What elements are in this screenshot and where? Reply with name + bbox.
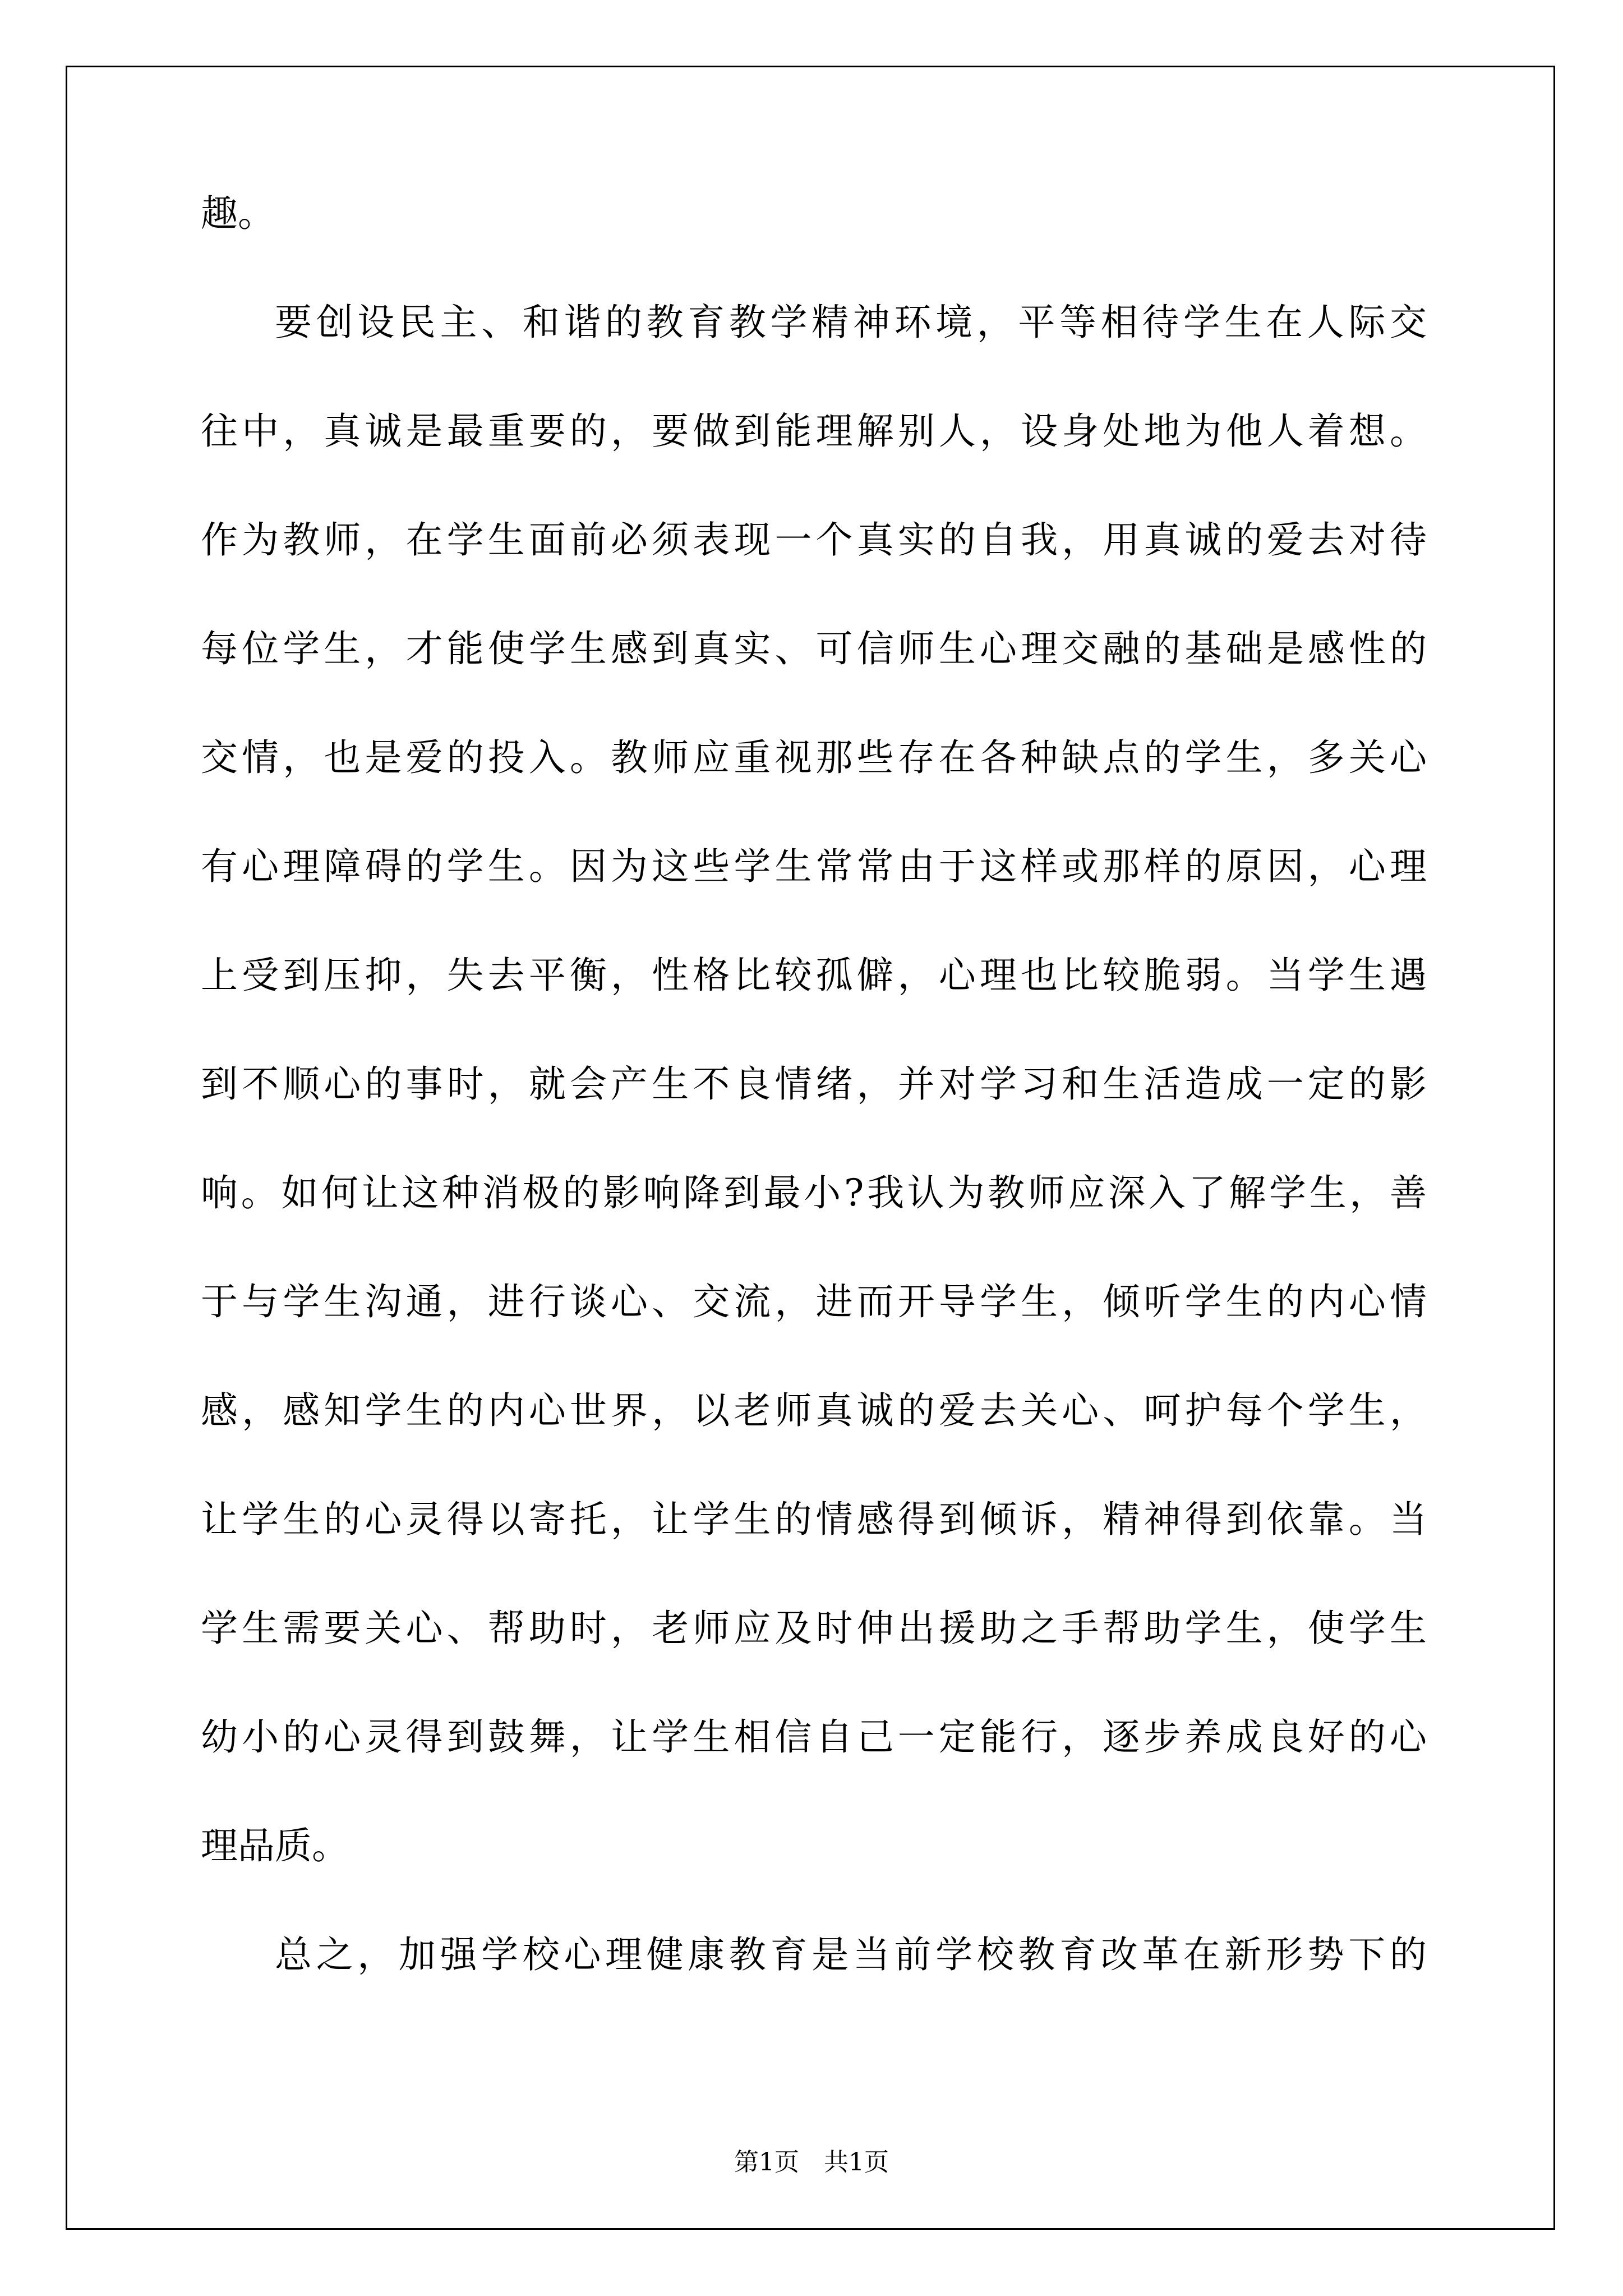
paragraph-line: 感，感知学生的内心世界，以老师真诚的爱去关心、呵护每个学生， bbox=[201, 1389, 1427, 1432]
paragraph-line: 交情，也是爱的投入。教师应重视那些存在各种缺点的学生，多关心 bbox=[201, 736, 1427, 779]
paragraph-line: 于与学生沟通，进行谈心、交流，进而开导学生，倾听学生的内心情 bbox=[201, 1280, 1427, 1323]
paragraph-line: 往中，真诚是最重要的，要做到能理解别人，设身处地为他人着想。 bbox=[201, 409, 1427, 453]
paragraph-line: 趣。 bbox=[201, 192, 275, 235]
paragraph-line: 要创设民主、和谐的教育教学精神环境，平等相待学生在人际交 bbox=[275, 301, 1427, 344]
page-footer: 第1页 共1页 bbox=[734, 2148, 889, 2177]
paragraph-line: 有心理障碍的学生。因为这些学生常常由于这样或那样的原因，心理 bbox=[201, 845, 1427, 888]
paragraph-line: 响。如何让这种消极的影响降到最小?我认为教师应深入了解学生，善 bbox=[201, 1171, 1427, 1214]
paragraph-line: 总之，加强学校心理健康教育是当前学校教育改革在新形势下的 bbox=[275, 1933, 1427, 1976]
paragraph-line: 到不顺心的事时，就会产生不良情绪，并对学习和生活造成一定的影 bbox=[201, 1062, 1427, 1106]
paragraph-line: 每位学生，才能使学生感到真实、可信师生心理交融的基础是感性的 bbox=[201, 627, 1427, 670]
paragraph-line: 让学生的心灵得以寄托，让学生的情感得到倾诉，精神得到依靠。当 bbox=[201, 1498, 1427, 1541]
paragraph-line: 学生需要关心、帮助时，老师应及时伸出援助之手帮助学生，使学生 bbox=[201, 1607, 1427, 1650]
paragraph-line: 上受到压抑，失去平衡，性格比较孤僻，心理也比较脆弱。当学生遇 bbox=[201, 954, 1427, 997]
document-body bbox=[201, 194, 1427, 2044]
paragraph-line: 幼小的心灵得到鼓舞，让学生相信自己一定能行，逐步养成良好的心 bbox=[201, 1715, 1427, 1759]
paragraph-line: 作为教师，在学生面前必须表现一个真实的自我，用真诚的爱去对待 bbox=[201, 518, 1427, 562]
paragraph-line: 理品质。 bbox=[201, 1824, 349, 1867]
